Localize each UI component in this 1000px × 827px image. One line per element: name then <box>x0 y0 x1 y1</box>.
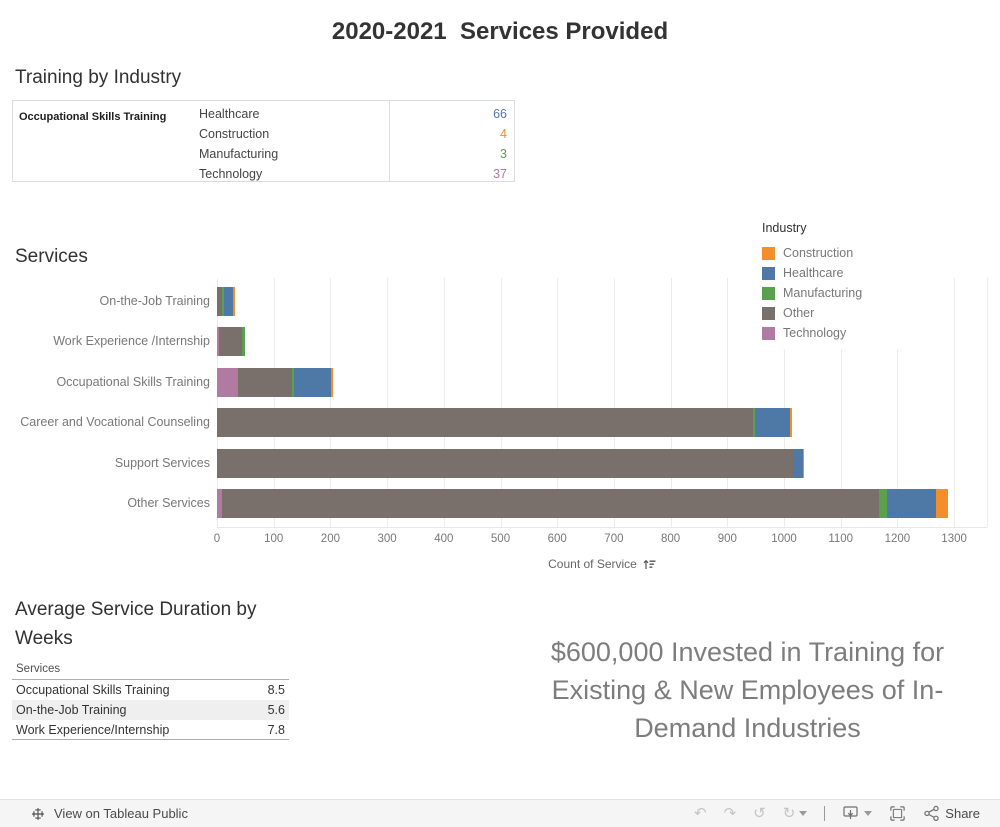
legend-swatch <box>762 267 775 280</box>
bar-segment-manufacturing[interactable] <box>242 327 245 356</box>
bar-segment-construction[interactable] <box>233 287 234 316</box>
bar-segment-healthcare[interactable] <box>793 449 803 478</box>
x-tick-label: 300 <box>377 533 397 545</box>
plot-right-edge <box>987 278 988 527</box>
legend-item-label: Manufacturing <box>783 286 863 300</box>
bar-segment-healthcare[interactable] <box>224 287 233 316</box>
tableau-logo-icon <box>30 806 46 822</box>
callout-line: Demand Industries <box>634 713 861 743</box>
legend-item-label: Healthcare <box>783 266 844 280</box>
category-label[interactable]: Occupational Skills Training <box>56 374 210 389</box>
duration-row[interactable] <box>12 720 289 740</box>
device-layout-button[interactable] <box>842 805 872 822</box>
bar-segment-other[interactable] <box>238 368 292 397</box>
bar-segment-other[interactable] <box>222 489 880 518</box>
bar-row <box>217 489 948 518</box>
training-group-label: Occupational Skills Training <box>19 111 167 123</box>
view-on-tableau-public-label: View on Tableau Public <box>54 806 188 821</box>
bar-segment-technology[interactable] <box>217 368 238 397</box>
category-label[interactable]: Support Services <box>114 455 210 470</box>
view-on-tableau-public[interactable] <box>30 806 188 822</box>
sort-icon[interactable] <box>643 558 656 570</box>
fullscreen-button[interactable] <box>889 805 906 822</box>
duration-weeks: 7.8 <box>267 723 285 737</box>
x-axis-label-wrap <box>217 557 987 571</box>
training-row-value[interactable]: 66 <box>493 107 507 121</box>
x-tick-label: 1000 <box>771 533 797 545</box>
duration-row[interactable] <box>12 700 289 720</box>
industry-legend <box>752 219 904 349</box>
bar-segment-construction[interactable] <box>803 449 805 478</box>
bar-segment-healthcare[interactable] <box>294 368 331 397</box>
legend-item-other[interactable] <box>762 303 904 323</box>
bar-segment-healthcare[interactable] <box>755 408 790 437</box>
training-by-industry-table <box>12 100 515 182</box>
duration-weeks: 8.5 <box>267 683 285 697</box>
bar-row <box>217 408 792 437</box>
fullscreen-icon <box>889 805 906 822</box>
category-label[interactable]: On-the-Job Training <box>99 294 210 308</box>
training-row-industry[interactable]: Technology <box>199 167 263 181</box>
refresh-icon: ↻ <box>782 804 796 822</box>
legend-item-manufacturing[interactable] <box>762 283 904 303</box>
legend-swatch <box>762 307 775 320</box>
bar-row <box>217 327 245 356</box>
bar-segment-other[interactable] <box>219 327 242 356</box>
legend-item-construction[interactable] <box>762 243 904 263</box>
duration-service: Occupational Skills Training <box>16 683 170 697</box>
x-tick-label: 800 <box>661 533 681 545</box>
training-by-industry-heading: Training by Industry <box>15 67 182 88</box>
legend-item-label: Other <box>783 306 815 320</box>
device-layout-caret-icon[interactable] <box>864 811 872 816</box>
bar-segment-healthcare[interactable] <box>887 489 936 518</box>
bar-segment-construction[interactable] <box>936 489 948 518</box>
legend-item-healthcare[interactable] <box>762 263 904 283</box>
x-tick-label: 100 <box>264 533 284 545</box>
services-heading: Services <box>15 246 88 267</box>
duration-column-header: Services <box>12 661 289 680</box>
duration-service: Work Experience/Internship <box>16 723 170 737</box>
bar-row <box>217 368 333 397</box>
redo-button[interactable]: ↷ <box>723 804 737 822</box>
x-tick-label: 1100 <box>828 533 854 545</box>
training-industry-column <box>199 101 389 181</box>
bar-segment-other[interactable] <box>217 449 793 478</box>
device-layout-icon <box>842 805 860 822</box>
legend-swatch <box>762 327 775 340</box>
page-title: 2020-2021 Services Provided <box>331 18 669 45</box>
training-row-value[interactable]: 37 <box>493 167 507 181</box>
duration-heading: Average Service Duration by Weeks <box>15 599 257 649</box>
x-tick-label: 700 <box>604 533 624 545</box>
legend-item-technology[interactable] <box>762 323 904 343</box>
toolbar-separator <box>824 806 825 821</box>
legend-title: Industry <box>762 221 807 235</box>
bar-segment-other[interactable] <box>217 408 753 437</box>
bar-segment-construction[interactable] <box>331 368 333 397</box>
share-icon <box>923 805 941 822</box>
x-tick-label: 1300 <box>941 533 967 545</box>
x-tick-label: 0 <box>213 533 221 545</box>
bar-row <box>217 287 235 316</box>
training-value-column <box>389 101 514 181</box>
legend-swatch <box>762 287 775 300</box>
share-label: Share <box>945 806 980 821</box>
duration-row[interactable] <box>12 680 289 700</box>
x-tick-label: 900 <box>717 533 737 545</box>
plot-bottom-edge <box>217 527 987 528</box>
bar-segment-manufacturing[interactable] <box>879 489 887 518</box>
undo-button[interactable]: ↶ <box>693 804 707 822</box>
duration-table <box>12 661 289 740</box>
legend-swatch <box>762 247 775 260</box>
category-label[interactable]: Career and Vocational Counseling <box>20 415 210 430</box>
x-tick-label: 200 <box>320 533 340 545</box>
investment-callout <box>495 633 1000 747</box>
callout-line: Existing & New Employees of In- <box>551 675 944 705</box>
training-row-value[interactable]: 4 <box>500 127 507 141</box>
bar-row <box>217 449 804 478</box>
category-label[interactable]: Work Experience /Internship <box>53 334 210 349</box>
training-row-value[interactable]: 3 <box>500 147 507 161</box>
category-label[interactable]: Other Services <box>127 496 210 510</box>
refresh-button[interactable] <box>783 806 808 821</box>
callout-line: $600,000 Invested in Training for <box>550 637 945 667</box>
training-row-industry[interactable]: Construction <box>199 127 270 141</box>
training-row-industry[interactable]: Healthcare <box>199 107 260 121</box>
legend-item-label: Construction <box>783 246 854 260</box>
share-button[interactable] <box>923 805 980 822</box>
x-tick-label: 500 <box>490 533 511 545</box>
revert-button[interactable]: ↺ <box>753 804 766 822</box>
bar-segment-construction[interactable] <box>790 408 792 437</box>
gridline <box>954 278 955 527</box>
tableau-toolbar <box>0 799 1000 827</box>
x-tick-label: 600 <box>547 533 567 545</box>
x-tick-label: 400 <box>434 533 454 545</box>
x-axis-label: Count of Service <box>548 557 637 571</box>
refresh-caret-icon[interactable] <box>799 811 807 816</box>
training-row-industry[interactable]: Manufacturing <box>199 147 279 161</box>
duration-service: On-the-Job Training <box>16 703 127 717</box>
legend-item-label: Technology <box>783 326 847 340</box>
x-tick-label: 1200 <box>884 533 911 545</box>
duration-weeks: 5.6 <box>267 703 285 717</box>
